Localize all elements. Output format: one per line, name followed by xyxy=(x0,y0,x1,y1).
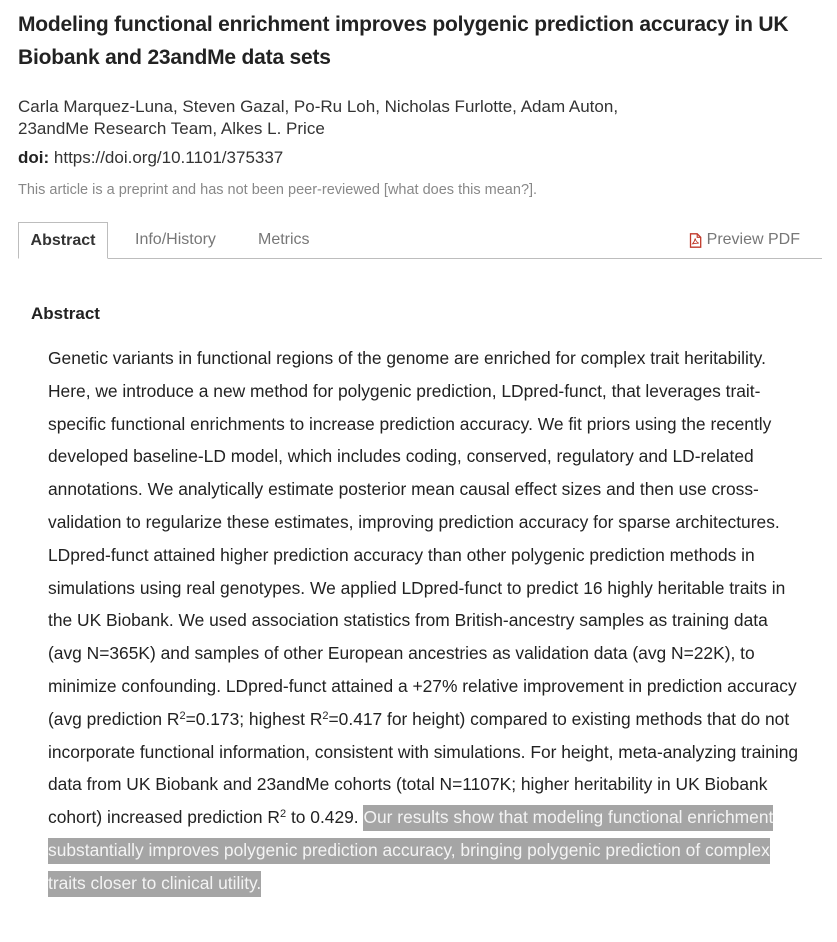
article-tabs xyxy=(18,222,822,259)
abstract-part-4: to 0.429. xyxy=(286,807,364,828)
tab-metrics[interactable]: Metrics xyxy=(258,231,310,248)
abstract-heading: Abstract xyxy=(31,304,100,323)
authors-line-2[interactable]: 23andMe Research Team, Alkes L. Price xyxy=(18,119,325,138)
article-title: Modeling functional enrichment improves polygenic prediction accuracy in UK Biobank and 23andMe data sets xyxy=(18,13,789,69)
abstract-part-2: =0.173; highest R xyxy=(185,708,323,729)
tab-info-history[interactable]: Info/History xyxy=(135,231,216,248)
doi-line xyxy=(18,147,283,169)
abstract-part-3: =0.417 for height) compared to existing methods that do not incorporate functional information, consistent with simulations. For height, meta-analyzing training data from UK Biobank and 23andMe cohorts (total N=1107K; higher heritability in UK Biobank cohort) increased prediction R xyxy=(48,708,799,828)
superscript-2: 2 xyxy=(179,709,186,722)
tab-abstract[interactable]: Abstract xyxy=(18,222,108,259)
abstract-text xyxy=(48,342,800,900)
doi-link[interactable]: https://doi.org/10.1101/375337 xyxy=(53,148,284,167)
selected-text-highlight[interactable]: Our results show that modeling functional enrichment substantially improves polygenic prediction accuracy, bringing polygenic prediction of complex traits closer to clinical utility. xyxy=(48,805,773,897)
superscript-2: 2 xyxy=(322,709,329,722)
preview-pdf-label: Preview PDF xyxy=(706,231,800,248)
preprint-notice[interactable]: This article is a preprint and has not been peer-reviewed [what does this mean?]. xyxy=(18,182,538,198)
superscript-2: 2 xyxy=(280,808,287,821)
authors-line-1[interactable]: Carla Marquez-Luna, Steven Gazal, Po-Ru Loh, Nicholas Furlotte, Adam Auton, xyxy=(18,97,619,116)
pdf-file-icon xyxy=(689,233,702,248)
preview-pdf-link[interactable] xyxy=(689,222,800,258)
doi-label: doi: xyxy=(18,148,50,167)
abstract-part-1: Genetic variants in functional regions of the genome are enriched for complex trait heritability. Here, we introduce a new method for polygenic prediction, LDpred-funct, that leverages trait-specific functional enrichments to increase prediction accuracy. We fit priors using the recently developed baseline-LD model, which includes coding, conserved, regulatory and LD-related annotations. We analytically estimate posterior mean causal effect sizes and then use cross-validation to regularize these estimates, improving prediction accuracy for sparse architectures. LDpred-funct attained higher prediction accuracy than other polygenic prediction methods in simulations using real genotypes. We applied LDpred-funct to predict 16 highly heritable traits in the UK Biobank. We used association statistics from British-ancestry samples as training data (avg N=365K) and samples of other European ancestries as validation data (avg N=22K), to minimize confounding. LDpred-funct attained a +27% relative improvement in prediction accuracy (avg prediction R xyxy=(48,348,797,729)
author-list xyxy=(18,96,698,140)
